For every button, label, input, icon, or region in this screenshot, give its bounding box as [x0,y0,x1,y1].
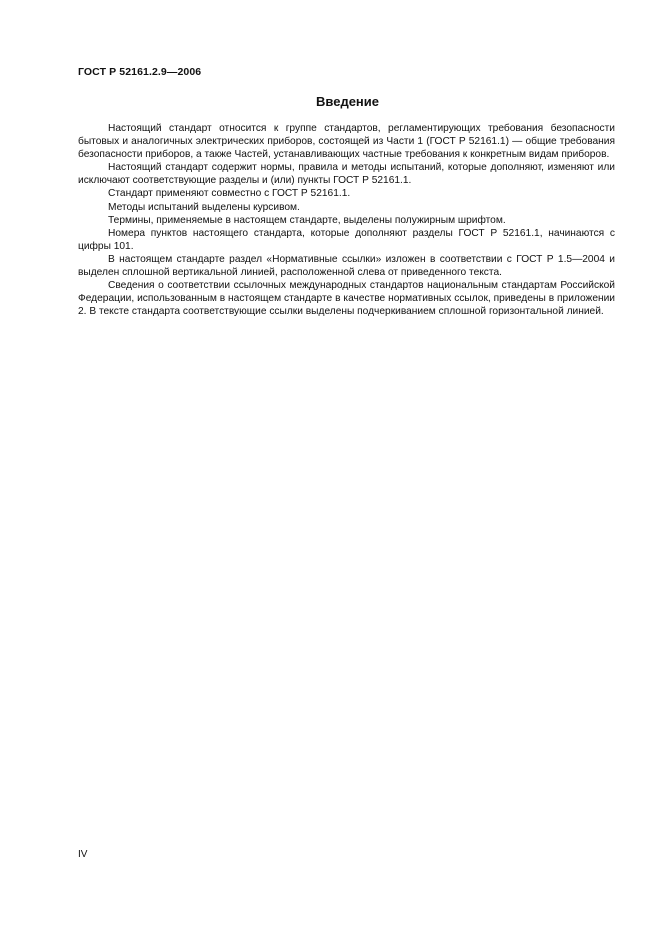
paragraph-test-methods: Методы испытаний выделены курсивом. [108,201,300,213]
paragraph-contents: Настоящий стандарт содержит нормы, правила и методы испытаний, которые дополняют, изменяют или исключают соответствующие разделы и (или) пункты ГОСТ Р 52161.1. [78,162,615,187]
paragraph-usage: Стандарт применяют совместно с ГОСТ Р 52161.1. [108,188,351,200]
paragraph-terms: Термины, применяемые в настоящем стандарте, выделены полужирным шрифтом. [108,214,506,226]
section-title: Введение [316,94,379,109]
introduction-body [78,122,615,318]
document-header-code: ГОСТ Р 52161.2.9—2006 [78,66,202,78]
page-number: IV [78,849,88,860]
paragraph-scope: Настоящий стандарт относится к группе стандартов, регламентирующих требования безопасности бытовых и аналогичных электрических приборов, состоящей из Части 1 (ГОСТ Р 52161.1) — общие требования безопасности приборов, а также Частей, устанавливающих частные требования к конкретным видам приборов. [78,123,615,161]
paragraph-numbering: Номера пунктов настоящего стандарта, которые дополняют разделы ГОСТ Р 52161.1, начинаются с цифры 101. [78,227,615,252]
section-title-wrapper [0,94,661,109]
paragraph-normative-references: В настоящем стандарте раздел «Нормативные ссылки» изложен в соответствии с ГОСТ Р 1.5—2004 и выделен сплошной вертикальной линией, расположенной слева от приведенного текста. [78,253,615,279]
paragraph-international-standards: Сведения о соответствии ссылочных международных стандартов национальным стандартам Российской Федерации, использованным в настоящем стандарте в качестве нормативных ссылок, приведены в приложении 2. В тексте стандарта соответствующие ссылки выделены подчеркиванием сплошной горизонтальной линией. [78,280,615,318]
